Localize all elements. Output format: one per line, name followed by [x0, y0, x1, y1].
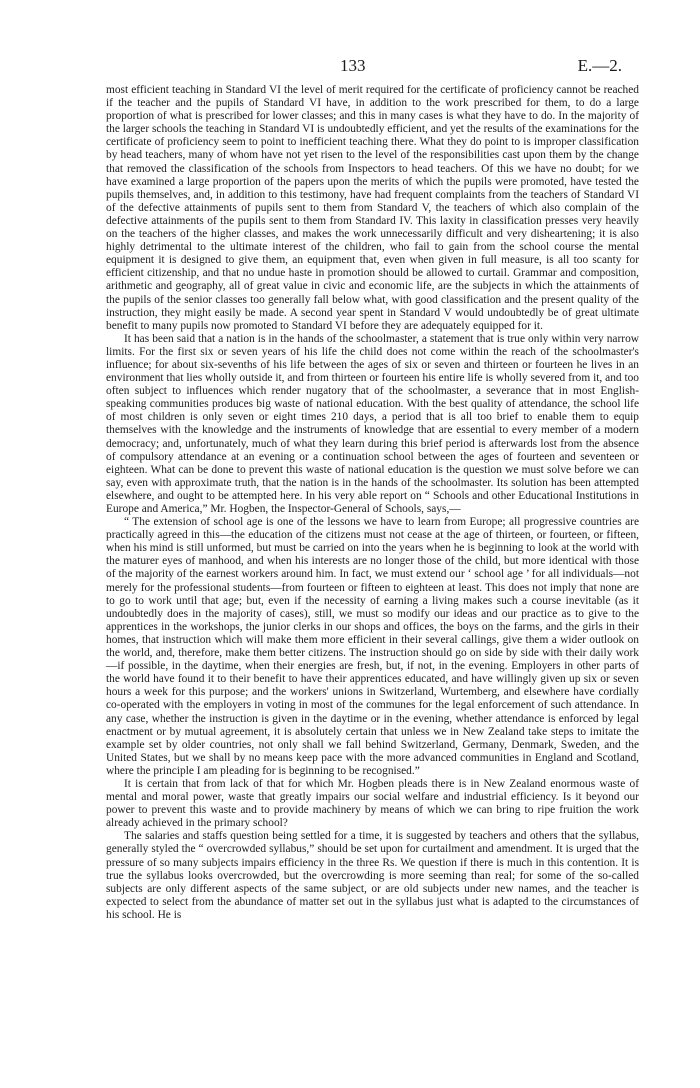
- page-number: 133: [340, 56, 366, 75]
- page-header: [0, 56, 700, 78]
- quoted-paragraph: “ The extension of school age is one of the lessons we have to learn from Europe; all progressive countries are practically agreed in this—the education of the citizens must not cease at the age of thirteen, or fourteen, or fifteen, when his mind is still unformed, but must be carried on into the years when he is beginning to look at the world with the maturer eyes of manhood, and when his interests are no longer those of the child, but more identical with those of the majority of the earnest workers around him. In fact, we must extend our ‘ school age ’ for all individuals—not merely for the professional students—from fourteen or fifteen to eighteen at least. This does not imply that none are to go to work until that age; but, even if the necessity of earning a living makes such a course inevitable (as it undoubtedly does in the majority of cases), still, we must so modify our ideas and our practice as to give to the apprentices in the workshops, the junior clerks in our shops and offices, the boys on the farms, and the girls in their homes, that instruction which will make them more efficient in their several callings, give them a wider outlook on the world, and, therefore, make them better citizens. The instruction should go on side by side with their daily work—if possible, in the daytime, when their energies are fresh, but, if not, in the evening. Employers in other parts of the world have found it to their benefit to have their apprentices educated, and have willingly given up six or seven hours a week for this purpose; and the workers' unions in Switzerland, Wurtemberg, and elsewhere have cordially co-operated with the employers in voting in most of the communes for the legal enforcement of such attendance. In any case, whether the instruction is given in the daytime or in the evening, whether attendance is enforced by legal enactment or by mutual agreement, it is absolutely certain that unless we in New Zealand take steps to imitate the example set by older countries, not only shall we fall behind Switzerland, Germany, Denmark, Sweden, and the United States, but we shall by no means keep pace with the more advanced communities in England and Scotland, where the principle I am pleading for is beginning to be recognised.”: [106, 516, 639, 777]
- paragraph: It has been said that a nation is in the hands of the schoolmaster, a statement that is true only within very narrow limits. For the first six or seven years of his life the child does not come within the reach of the schoolmaster's influence; for about six-sevenths of his life between the ages of six or seven and thirteen or fourteen he lives in an environment that lies wholly outside it, and from thirteen or fourteen his entire life is wholly severed from it, and too often subject to influences which render nugatory that of the schoolmaster, a severance that in most English-speaking communities produces big waste of national education. With the best quality of attendance, the school life of most children is only seven or eight times 210 days, a period that is all too brief to enable them to equip themselves with the knowledge and the instruments of knowledge that are essential to every member of a modern democracy; and, unfortunately, much of what they learn during this brief period is afterwards lost from the absence of compulsory attendance at an evening or a continuation school between the ages of fourteen and seventeen or eighteen. What can be done to prevent this waste of national education is the question we must solve before we can say, even with approximate truth, that the nation is in the hands of the schoolmaster. Its solution has been attempted elsewhere, and ought to be attempted here. In his very able report on “ Schools and other Educational Institutions in Europe and America,” Mr. Hogben, the Inspector-General of Schools, says,—: [106, 332, 639, 515]
- paragraph: The salaries and staffs question being settled for a time, it is suggested by teachers and others that the syllabus, generally styled the “ overcrowded syllabus,” should be set upon for curtailment and amendment. It is urged that the pressure of so many subjects impairs efficiency in the three Rs. We question if there is much in this contention. It is true the syllabus looks overcrowded, but the overcrowding is more seeming than real; for some of the so-called subjects are only different aspects of the same subject, or are old subjects under new names, and the teacher is expected to select from the abundance of matter set out in the syllabus just what is adapted to the circumstances of his school. He is: [106, 830, 639, 921]
- body-text: [106, 84, 639, 922]
- paragraph: most efficient teaching in Standard VI the level of merit required for the certificate of proficiency cannot be reached if the teacher and the pupils of Standard VI have, in addition to the work prescribed for them, to do a large proportion of what is prescribed for lower classes; and this in many cases is what they have to do. In the majority of the larger schools the teaching in Standard VI is undoubtedly efficient, and yet the results of the examinations for the certificate of proficiency seem to point to inefficient teaching there. What they do point to is improper classification by head teachers, many of whom have not yet risen to the level of the responsibilities cast upon them by the change that removed the classification of the schools from Inspectors to head teachers. Of this we have no doubt; for we have examined a large proportion of the papers upon the merits of which the pupils were promoted, have tested the pupils themselves, and, in addition to this testimony, have had frequent complaints from the teachers of Standard VI of the defective attainments of pupils sent to them from Standard V, the teachers of which also complain of the defective attainments of the pupils sent to them from Standard IV. This laxity in classification presses very heavily on the teachers of the higher classes, and makes the work unnecessarily difficult and very disheartening; it is also highly detrimental to the ultimate interest of the children, who fail to gain from the school course the mental equipment it is designed to give them, an equipment that, even when given in full measure, is all too scanty for efficient citizenship, and that no undue haste in promotion should be allowed to curtail. Grammar and composition, arithmetic and geography, all of great value in civic and economic life, are the subjects in which the attainments of the pupils of the senior classes too generally fall below what, with good classification and the present quality of the instruction, they might easily be made. A second year spent in Standard V would undoubtedly be of great ultimate benefit to many pupils now promoted to Standard VI before they are adequately equipped for it.: [106, 84, 639, 332]
- paragraph: It is certain that from lack of that for which Mr. Hogben pleads there is in New Zealand enormous waste of mental and moral power, waste that greatly impairs our social welfare and industrial efficiency. Is it beyond our power to prevent this waste and to provide machinery by means of which we can bring to ripe fruition the work already achieved in the primary school?: [106, 777, 639, 830]
- document-reference: E.—2.: [577, 56, 622, 75]
